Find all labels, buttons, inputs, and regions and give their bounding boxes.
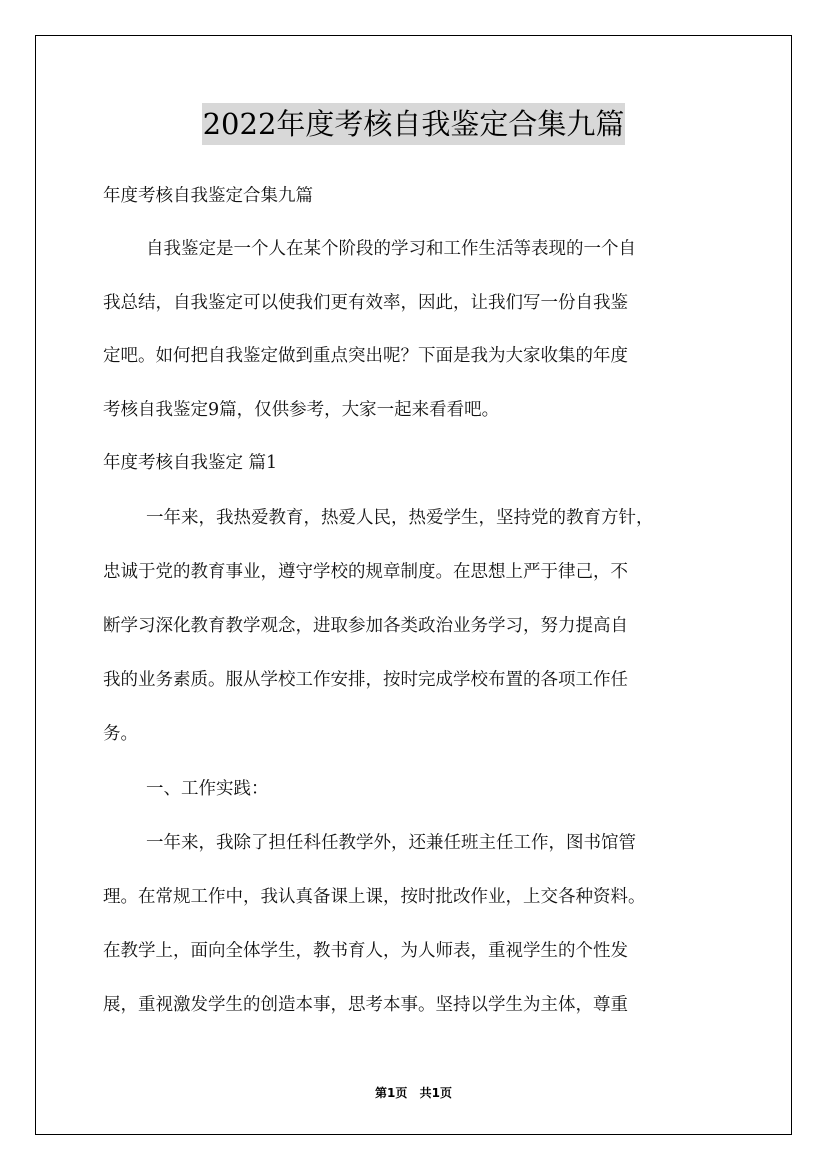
paragraph-line: 我总结，自我鉴定可以使我们更有效率，因此，让我们写一份自我鉴 (103, 293, 628, 313)
paragraph-line: 展，重视激发学生的创造本事，思考本事。坚持以学生为主体，尊重 (103, 995, 628, 1015)
document-page (35, 35, 792, 1135)
paragraph-line: 我的业务素质。服从学校工作安排，按时完成学校布置的各项工作任 (103, 670, 628, 690)
paragraph-line: 定吧。如何把自我鉴定做到重点突出呢？下面是我为大家收集的年度 (103, 346, 628, 366)
paragraph-line: 一年来，我除了担任科任教学外，还兼任班主任工作，图书馆管 (146, 833, 636, 853)
title-wrap (36, 103, 791, 145)
section-heading: 年度考核自我鉴定 篇1 (103, 453, 278, 473)
paragraph-line: 考核自我鉴定9篇，仅供参考，大家一起来看看吧。 (103, 400, 500, 420)
page-number: 第1页 (375, 1086, 408, 1100)
paragraph-line: 断学习深化教育教学观念，进取参加各类政治业务学习，努力提高自 (103, 616, 628, 636)
paragraph-line: 务。 (103, 724, 138, 744)
paragraph-line: 理。在常规工作中，我认真备课上课，按时批改作业，上交各种资料。 (103, 887, 646, 907)
subtitle-line: 年度考核自我鉴定合集九篇 (103, 186, 313, 206)
subsection-heading: 一、工作实践： (146, 779, 269, 799)
paragraph-line: 自我鉴定是一个人在某个阶段的学习和工作生活等表现的一个自 (146, 239, 636, 259)
page-footer (36, 1084, 791, 1101)
paragraph-line: 在教学上，面向全体学生，教书育人，为人师表，重视学生的个性发 (103, 941, 628, 961)
paragraph-line: 一年来，我热爱教育，热爱人民，热爱学生，坚持党的教育方针， (146, 508, 654, 528)
paragraph-line: 忠诚于党的教育事业，遵守学校的规章制度。在思想上严于律己，不 (103, 562, 628, 582)
document-title: 2022年度考核自我鉴定合集九篇 (202, 103, 626, 145)
page-total: 共1页 (419, 1086, 452, 1100)
